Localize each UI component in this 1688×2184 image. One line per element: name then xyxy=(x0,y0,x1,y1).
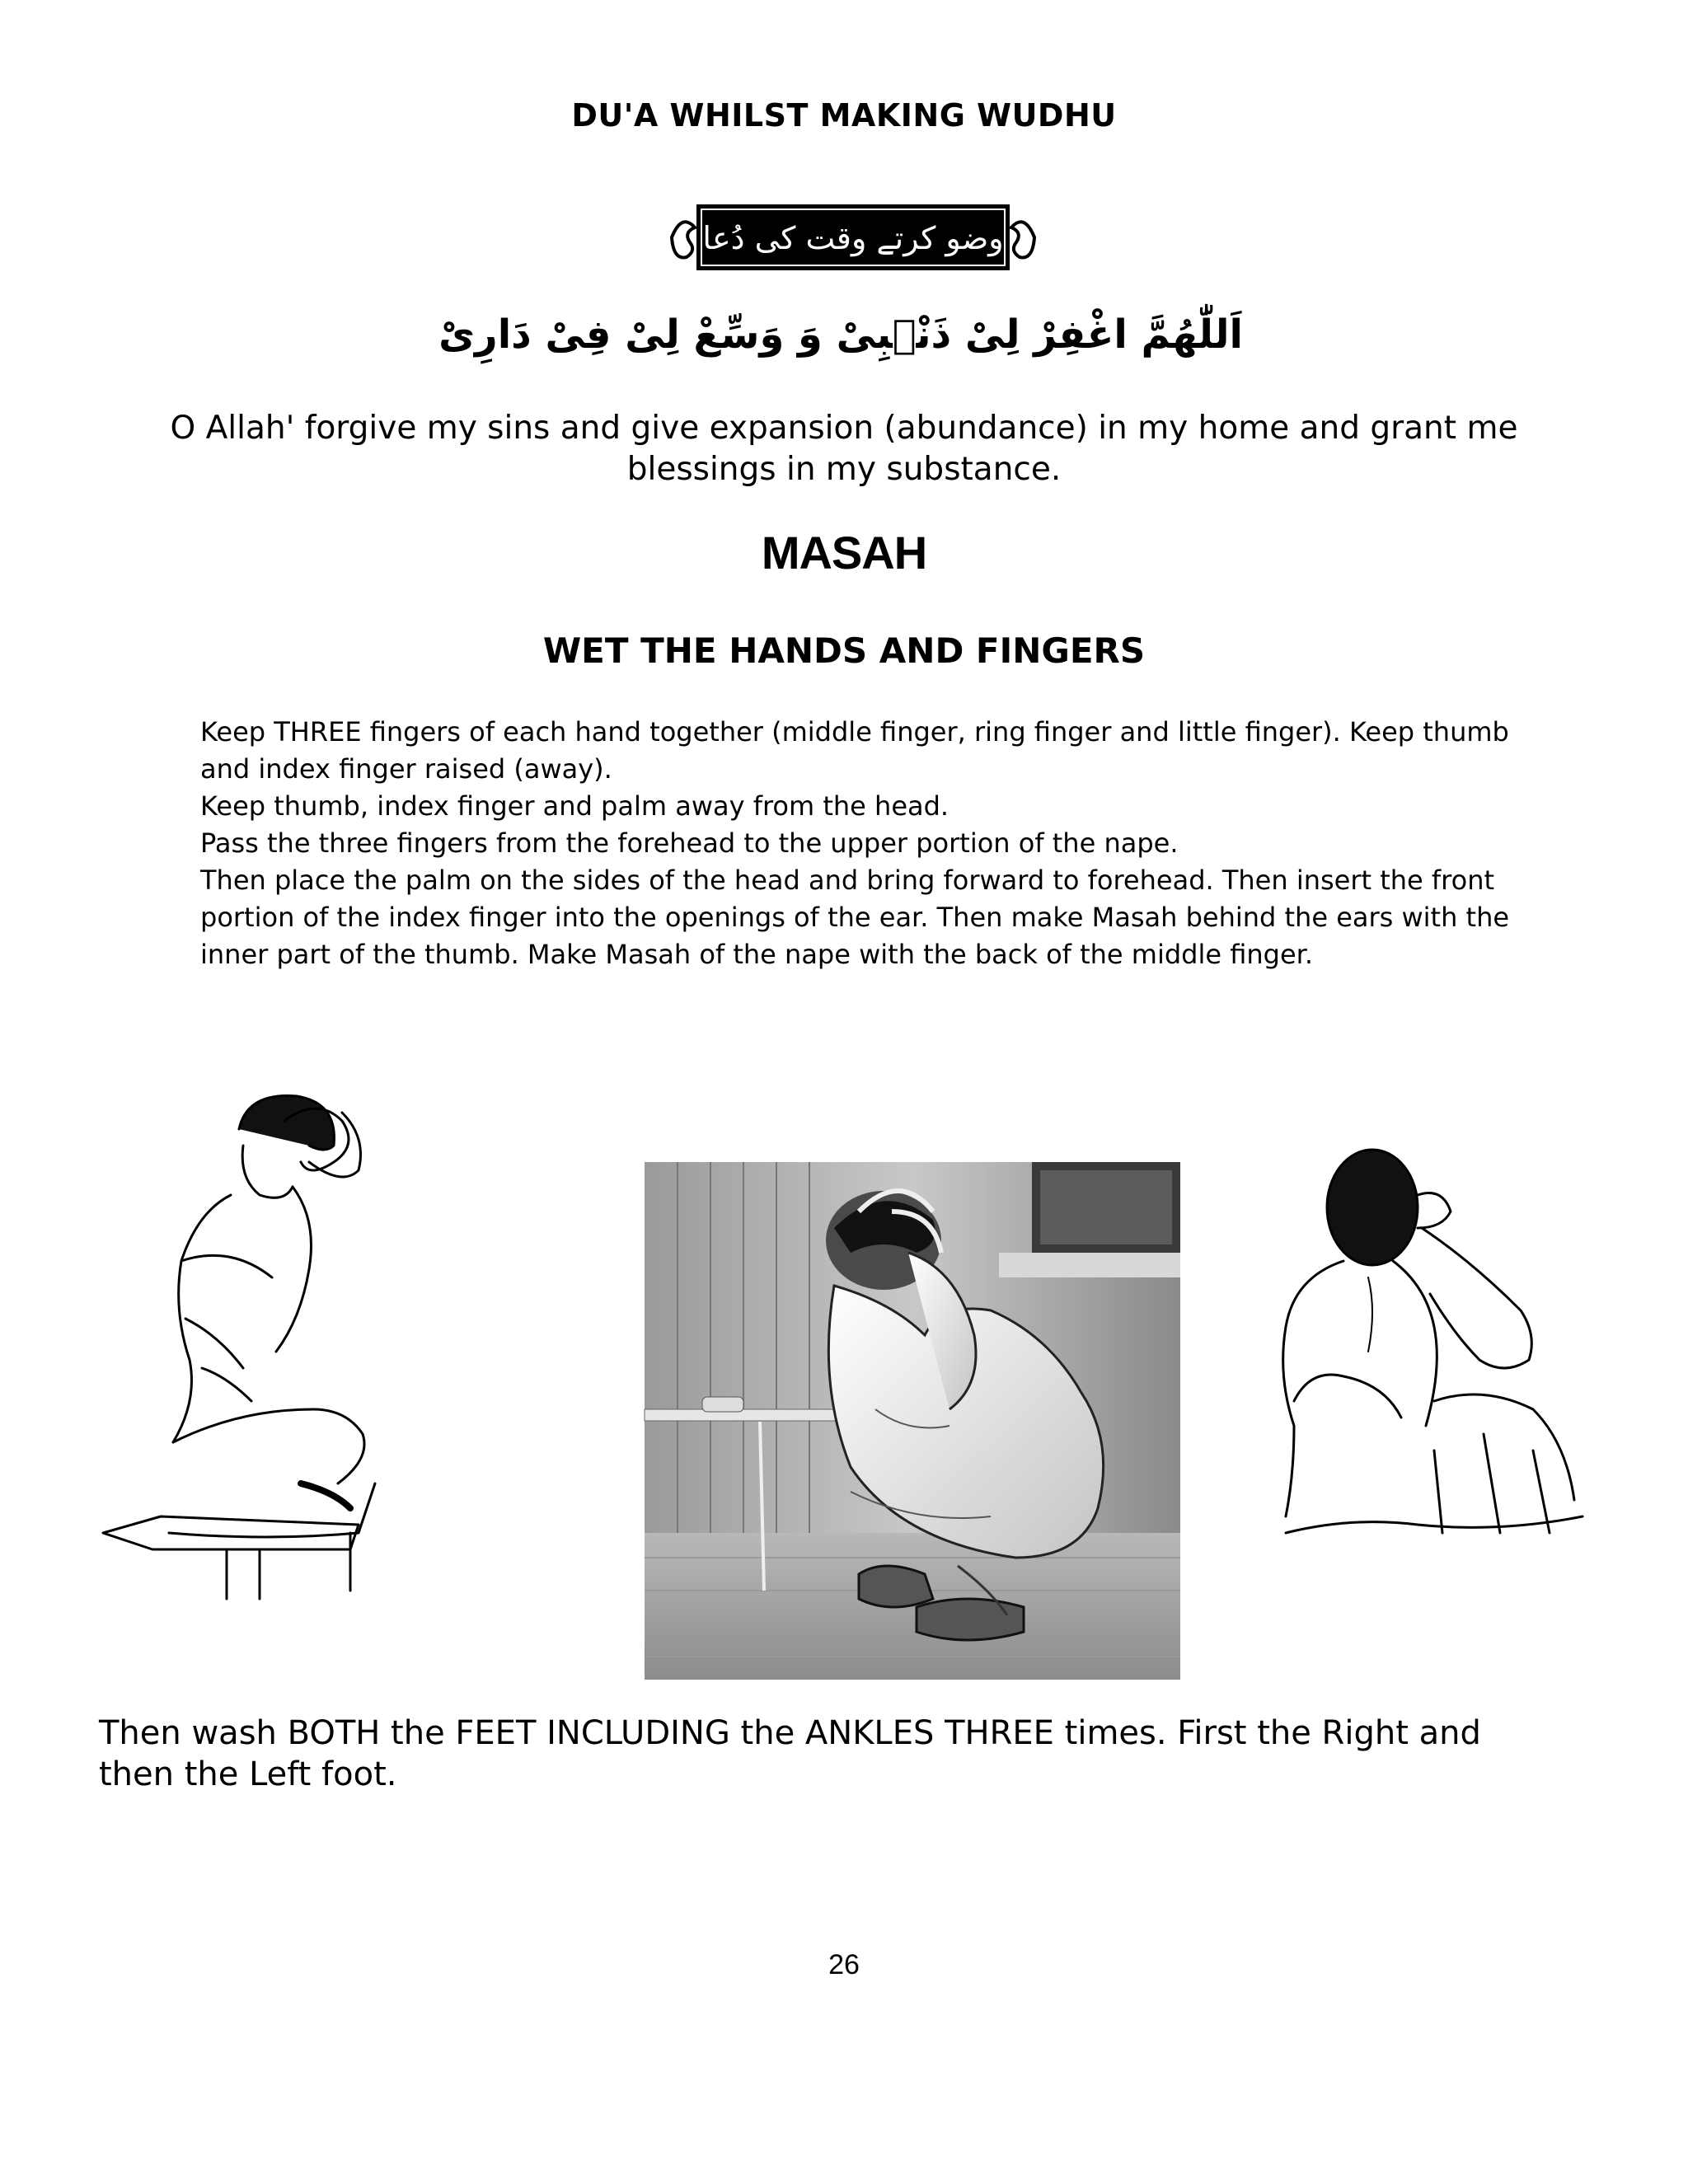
instruction-paragraph: Then place the palm on the sides of the head and bring forward to forehead. Then insert the front portion of the index finger into the openings of the ear. Then make Masah behind the ears with the inner part of the thumb. Make Masah of the nape with the back of the middle finger. xyxy=(200,865,1510,970)
instruction-paragraph: Keep thumb, index finger and palm away from the head. xyxy=(200,790,950,822)
instructions-block xyxy=(200,714,1552,973)
illustration-squatting-masah xyxy=(645,1162,1180,1680)
page-title: DU'A WHILST MAKING WUDHU xyxy=(571,97,1117,134)
instruction-paragraph: Pass the three fingers from the forehead to the upper portion of the nape. xyxy=(200,827,1179,859)
urdu-heading: وضو کرتے وقت کی دُعا xyxy=(702,220,1004,256)
page-number: 26 xyxy=(828,1949,860,1980)
illustration-seated-masah xyxy=(95,1071,499,1591)
illustration-back-masah xyxy=(1269,1137,1599,1549)
arabic-dua xyxy=(438,297,1243,371)
dua-translation: O Allah' forgive my sins and give expansion (abundance) in my home and grant me blessings in my substance. xyxy=(170,410,1518,488)
closing-instruction: Then wash BOTH the FEET INCLUDING the ANKLES THREE times. First the Right and then the Left foot. xyxy=(99,1714,1481,1793)
instruction-paragraph: Keep THREE fingers of each hand together (middle finger, ring finger and little finger). Keep thumb and index finger raised (away). xyxy=(200,716,1509,785)
arabic-dua-text: اَللّٰهُمَّ اغْفِرْ لِیْ ذَنْۢبِیْ وَ وَسِّعْ لِیْ فِیْ دَارِیْ xyxy=(438,312,1243,358)
section-subtitle: WET THE HANDS AND FINGERS xyxy=(542,630,1146,671)
section-title: MASAH xyxy=(761,527,927,579)
dua-cartouche xyxy=(663,196,1043,279)
